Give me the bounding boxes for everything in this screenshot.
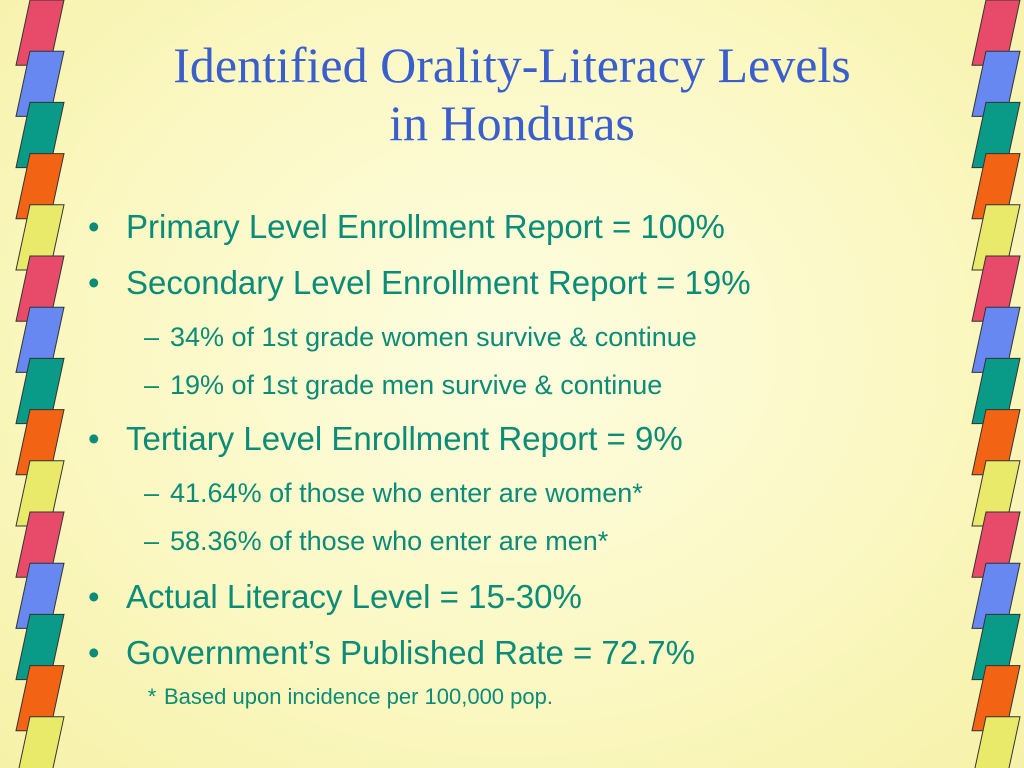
bullet-item (88, 420, 683, 458)
bullet-text: Tertiary Level Enrollment Report = 9% (126, 420, 683, 457)
sub-bullet-marker: – (144, 370, 160, 400)
bullet-text: Secondary Level Enrollment Report = 19% (126, 264, 751, 301)
sub-bullet-marker: – (144, 478, 160, 508)
sub-bullet-text: 19% of 1st grade men survive & continue (170, 370, 663, 400)
slide-title-line-2: in Honduras (389, 95, 635, 151)
sub-bullet-marker: – (144, 322, 160, 352)
footnote-text: Based upon incidence per 100,000 pop. (164, 684, 553, 709)
bullet-text: Primary Level Enrollment Report = 100% (126, 208, 725, 245)
bullet-text: Actual Literacy Level = 15-30% (126, 578, 582, 615)
bullet-item (88, 208, 725, 246)
footnote-marker: * (147, 684, 157, 709)
bullet-text: Government’s Published Rate = 72.7% (126, 634, 695, 671)
bullet-marker: • (88, 634, 100, 671)
bullet-marker: • (88, 420, 100, 457)
sub-bullet-item (144, 370, 662, 401)
sub-bullet-item (144, 526, 608, 557)
bullet-marker: • (88, 208, 100, 245)
sub-bullet-marker: – (144, 526, 160, 556)
bullet-item (88, 578, 582, 616)
sub-bullet-text: 58.36% of those who enter are men* (170, 526, 609, 556)
sub-bullet-item (144, 322, 697, 353)
bullet-item (88, 634, 695, 672)
footnote (140, 684, 553, 710)
sub-bullet-item (144, 478, 643, 509)
bullet-marker: • (88, 264, 100, 301)
bullet-marker: • (88, 578, 100, 615)
bullet-item (88, 264, 751, 302)
sub-bullet-text: 41.64% of those who enter are women* (170, 478, 643, 508)
slide-title-line-1: Identified Orality-Literacy Levels (173, 37, 851, 93)
sub-bullet-text: 34% of 1st grade women survive & continue (170, 322, 697, 352)
